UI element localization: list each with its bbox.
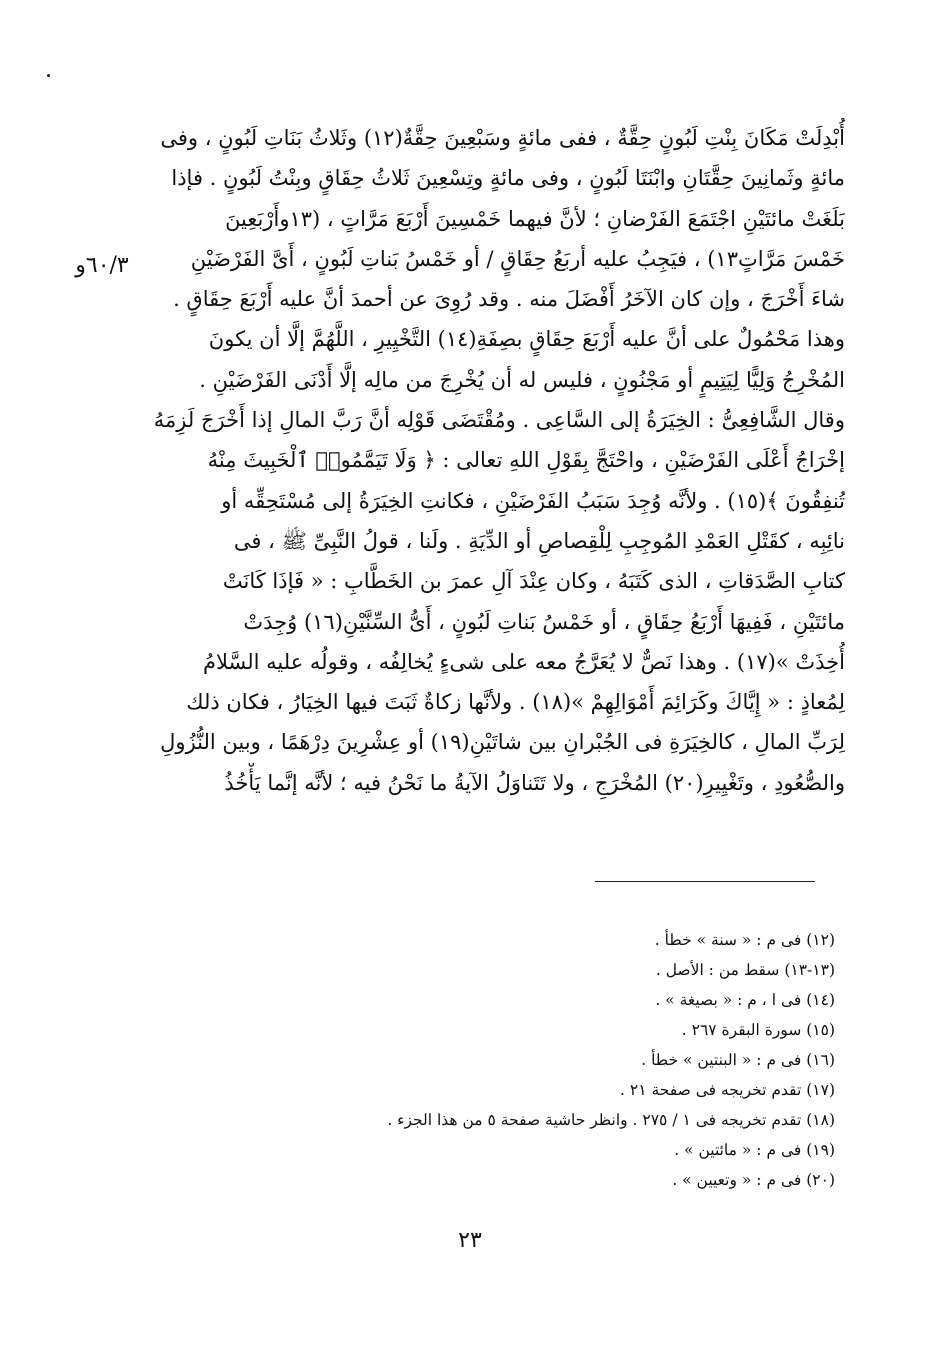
text-line: نائِبِه ، كقَتْلِ العَمْدِ المُوجِبِ لِلْقِصاصِ أو الدِّيَةِ . ولَنا ، قولُ النَّبِىِّ ﷺ ، فى — [233, 528, 845, 553]
footnote: (١٦) فى م : « البنتين » خطأ . — [641, 1051, 835, 1069]
footnotes — [280, 925, 835, 1195]
text-line: مائتَيْنِ ، فَفِيهَا أَرْبَعُ حِقَاقٍ ، أو خَمْسُ بَناتِ لَبُونٍ ، أَىُّ السِّنَّيْنِ(١٦) وُجِدَتْ — [243, 609, 845, 634]
footnote: (١٨) تقدم تخريجه فى ١ / ٢٧٥ . وانظر حاشية صفحة ٥ من هذا الجزء . — [387, 1111, 835, 1129]
text-line: بَلَغَتْ مائتَيْنِ اجْتَمَعَ الفَرْضانِ ؛ لأنَّ فيهما خَمْسِينَ أَرْبَعَ مَرَّاتٍ ، (١٣وأَرْبَعِينَ — [225, 206, 845, 231]
page-number: ٢٣ — [458, 1228, 482, 1253]
text-line: وقال الشَّافِعِىُّ : الخِيَرَةُ إلى السَّاعِى . ومُقْتَضَى قَوْلِه أنَّ رَبَّ المالِ إذا أَخْرَجَ لَزِمَهُ — [153, 408, 845, 433]
text-line: وهذا مَحْمُولٌ على أنَّ عليه أَرْبَعَ حِقَاقٍ بصِفَةِ(١٤) التَّخْيِيرِ ، اللَّهُمَّ إلَّا أن يكونَ — [208, 327, 845, 352]
text-line: تُنفِقُونَ ﴾(١٥) . ولأنَّه وُجِدَ سَبَبُ الفَرْضَيْنِ ، فكانتِ الخِيَرَةُ إلى مُسْتَحِقِّه أو — [221, 488, 845, 513]
footnote: (١٤) فى ا ، م : « بصيغة » . — [655, 991, 835, 1009]
text-line: أُبْدِلَتْ مَكَانَ بِنْتِ لَبُونٍ حِقَّةٌ ، ففى مائةٍ وسَبْعِينَ حِقَّةٌ(١٢) وثَلاثُ بَنَاتِ لَبُونٍ ، وفى — [160, 126, 845, 150]
text-line: شاءَ أَخْرَجَ ، وإن كان الآخَرُ أَفْضَلَ منه . وقد رُوِىَ عن أحمدَ أنَّ عليه أَرْبَعَ حِقَاقٍ . — [173, 287, 845, 312]
footnote: (١٥) سورة البقرة ٢٦٧ . — [681, 1021, 835, 1039]
text-line: أُخِذَتْ »(١٧) . وهذا نَصٌّ لا يُعَرَّجُ معه على شىءٍ يُخالِفُه ، وقولُه عليه السَّلامُ — [203, 649, 845, 674]
text-line: إخْرَاجُ أَعْلَى الفَرْضَيْنِ ، واحْتَجَّ بِقَوْلِ اللهِ تعالى : ﴿ وَلَا تَيَمَّمُوا۟ ٱلْخَبِيثَ مِنْهُ — [207, 448, 845, 473]
text-line: خَمْسَ مَرَّاتٍ١٣) ، فيَجِبُ عليه أربَعُ حِقَاقٍ / أو خَمْسُ بَناتِ لَبُونٍ ، أَىَّ الفَرْضَيْنِ — [190, 246, 845, 271]
footnote: (٢٠) فى م : « وتعيين » . — [672, 1171, 835, 1189]
text-line: لِرَبِّ المالِ ، كالخِيَرَةِ فى الجُبْرانِ بين شاتَيْنِ(١٩) أو عِشْرِينَ دِرْهَمًا ، وبين النُّزُولِ — [160, 730, 845, 755]
text-line: مائةٍ وثَمانِينَ حِقَّتَانِ وابْنَتَا لَبُونٍ ، وفى مائةٍ وتِسْعِينَ ثَلاثُ حِقَاقٍ وبِنْتُ لَبُونٍ . فإذا — [171, 166, 845, 191]
margin-folio-reference: ٦٠/٣و — [75, 253, 129, 278]
footnote: (١٢) فى م : « سنة » خطأ . — [654, 931, 835, 949]
footnote: (١٩) فى م : « مائتين » . — [674, 1141, 835, 1159]
footnote-divider — [595, 881, 815, 882]
text-line: لِمُعاذٍ : « إِيَّاكَ وكَرَائِمَ أَمْوَالِهِمْ »(١٨) . ولأنَّها زكاةٌ ثَبَتَ فيها الخِيَارُ ، فكان ذلك — [186, 690, 845, 715]
footnote: (١٧) تقدم تخريجه فى صفحة ٢١ . — [620, 1081, 835, 1099]
text-line: كتابِ الصَّدَقاتِ ، الذى كَتَبَهُ ، وكان عِنْدَ آلِ عمرَ بن الخَطَّابِ : « فَإذَا كَانَتْ — [222, 569, 845, 594]
text-line: المُخْرِجُ وَلِيًّا لِيَتِيمٍ أو مَجْنُونٍ ، فليس له أن يُخْرِجَ من مالِه إلَّا أَدْنَى الفَرْضَيْنِ . — [199, 367, 845, 392]
scan-dot — [47, 74, 50, 77]
footnote: (١٣-١٣) سقط من : الأصل . — [655, 961, 835, 979]
main-text — [135, 118, 845, 803]
text-line: والصُّعُودِ ، وتَغْيِيرِ(٢٠) المُخْرَجِ ، ولا تَتَناوَلُ الآيةُ ما نَحْنُ فيه ؛ لأنَّه إنَّما يَأْخُذُ — [224, 770, 845, 795]
